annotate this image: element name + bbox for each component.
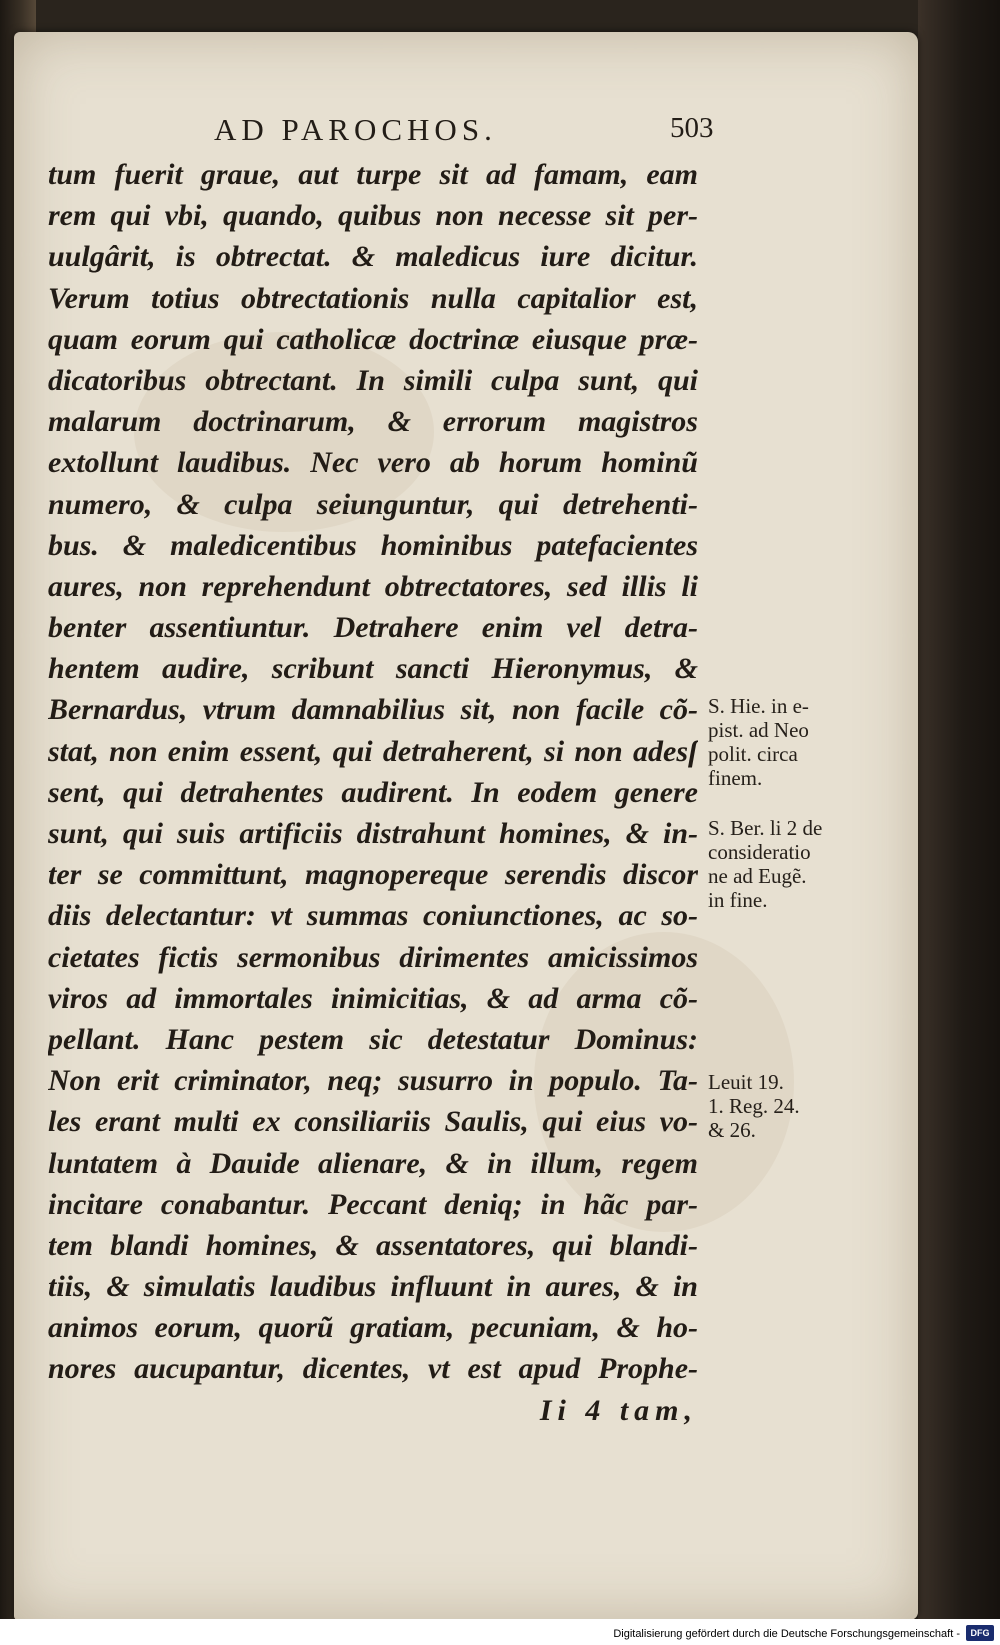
text-line: incitare conabantur. Peccant deniq; in hãc par- xyxy=(48,1187,698,1221)
text-line: numero, & culpa seiunguntur, qui detrehenti- xyxy=(48,487,698,521)
text-line: pellant. Hanc pestem sic detestatur Dominus: xyxy=(48,1022,698,1056)
text-line: les erant multi ex consiliariis Saulis, qui eius vo- xyxy=(48,1105,698,1139)
text-line: ter se committunt, magnopereque serendis discor xyxy=(48,858,698,892)
book-page xyxy=(14,32,918,1620)
text-line: extollunt laudibus. Nec vero ab horum hominũ xyxy=(48,446,698,480)
text-line: bus. & maledicentibus hominibus patefacientes xyxy=(48,528,698,562)
text-line: cietates fictis sermonibus dirimentes amicissimos xyxy=(48,940,698,974)
text-line: tem blandi homines, & assentatores, qui blandi- xyxy=(48,1228,698,1262)
text-line: uulgârit, is obtrectat. & maledicus iure dicitur. xyxy=(48,240,698,274)
text-line: Non erit criminator, neq; susurro in populo. Ta- xyxy=(48,1064,698,1098)
margin-note-hieronymus xyxy=(708,694,858,790)
margin-note-line: S. Hie. in e- xyxy=(708,694,809,718)
text-line: viros ad immortales inimicitias, & ad arma cõ- xyxy=(48,981,698,1015)
margin-note-line: Leuit 19. xyxy=(708,1070,784,1094)
dfg-logo-icon: DFG xyxy=(966,1625,994,1641)
text-line: stat, non enim essent, qui detraherent, si non adesſ xyxy=(48,734,698,768)
main-text-block xyxy=(48,154,698,1431)
catchword-line: Ii 4 tam, xyxy=(539,1393,698,1427)
margin-note-bernardus xyxy=(708,816,858,912)
text-line: quam eorum qui catholicæ doctrinæ eiusque præ- xyxy=(48,322,698,356)
margin-note-line: & 26. xyxy=(708,1118,756,1142)
margin-note-line: S. Ber. li 2 de xyxy=(708,816,823,840)
text-line: aures, non reprehendunt obtrectatores, sed illis li xyxy=(48,569,698,603)
margin-note-leviticus xyxy=(708,1070,858,1142)
margin-note-line: 1. Reg. 24. xyxy=(708,1094,800,1118)
margin-note-line: finem. xyxy=(708,766,763,790)
margin-note-line: in fine. xyxy=(708,888,768,912)
text-line: rem qui vbi, quando, quibus non necesse sit per- xyxy=(48,199,698,233)
text-line: hentem audire, scribunt sancti Hieronymus, & xyxy=(48,652,698,686)
text-line: diis delectantur: vt summas coniunctiones, ac so- xyxy=(48,899,698,933)
text-line: Bernardus, vtrum damnabilius sit, non facile cõ- xyxy=(48,693,698,727)
text-line: Verum totius obtrectationis nulla capitalior est, xyxy=(48,281,698,315)
text-line: tiis, & simulatis laudibus influunt in aures, & in xyxy=(48,1270,698,1304)
margin-note-line: pist. ad Neo xyxy=(708,718,809,742)
text-line: sunt, qui suis artificiis distrahunt homines, & in- xyxy=(48,817,698,850)
text-line: dicatoribus obtrectant. In simili culpa sunt, qui xyxy=(48,363,698,397)
margin-note-line: ne ad Eugẽ. xyxy=(708,864,807,888)
text-line: luntatem à Dauide alienare, & in illum, regem xyxy=(48,1146,698,1180)
book-edge-right xyxy=(918,0,1000,1645)
margin-note-line: consideratio xyxy=(708,840,811,864)
text-line: nores aucupantur, dicentes, vt est apud Prophe- xyxy=(48,1352,698,1386)
margin-note-line: polit. circa xyxy=(708,742,798,766)
text-line: animos eorum, quorũ gratiam, pecuniam, & ho- xyxy=(48,1311,698,1345)
text-line: benter assentiuntur. Detrahere enim vel detra- xyxy=(48,611,698,645)
running-head: AD PAROCHOS. xyxy=(214,112,497,147)
text-line: sent, qui detrahentes audirent. In eodem genere xyxy=(48,775,698,809)
funding-credit: Digitalisierung gefördert durch die Deutsche Forschungsgemeinschaft - xyxy=(613,1628,960,1640)
text-line: tum fuerit graue, aut turpe sit ad famam, eam xyxy=(48,158,698,191)
page-number: 503 xyxy=(670,112,714,144)
text-line: malarum doctrinarum, & errorum magistros xyxy=(48,405,698,439)
digitization-footer xyxy=(0,1619,1000,1645)
